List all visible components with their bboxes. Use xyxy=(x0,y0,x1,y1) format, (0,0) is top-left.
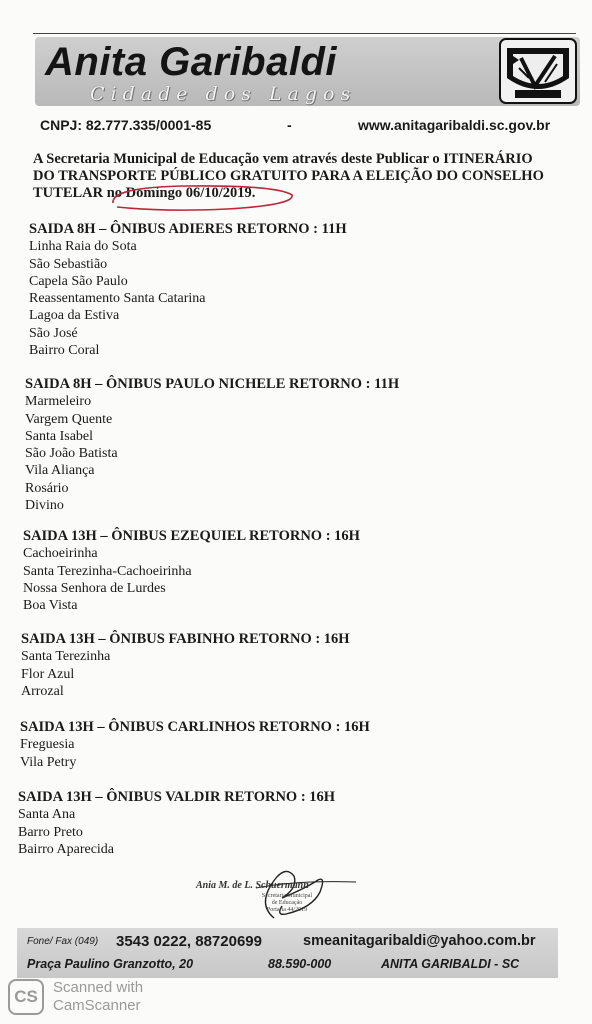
route-section-6 xyxy=(18,789,335,858)
stop-item: Capela São Paulo xyxy=(29,273,128,289)
stop-item: Vila Aliança xyxy=(25,463,95,479)
stop-item: Barro Preto xyxy=(18,824,83,840)
separator-dash: - xyxy=(287,117,292,133)
route-section-4 xyxy=(21,631,350,700)
camscanner-logo-icon: CS xyxy=(8,979,44,1015)
stop-item: Nossa Senhora de Lurdes xyxy=(23,580,166,596)
city-subtitle: Cidade dos Lagos xyxy=(90,83,357,105)
stop-item: Santa Ana xyxy=(18,807,76,823)
stop-item: Santa Terezinha xyxy=(21,649,111,665)
stop-item: Rosário xyxy=(25,480,69,496)
route-section-3 xyxy=(23,528,360,614)
signature-role: Secretaria Municipal de Educação Portaria 44/2019 xyxy=(261,893,313,913)
header-rule xyxy=(33,33,576,34)
stop-item: Flor Azul xyxy=(21,666,75,682)
route-section-2 xyxy=(25,376,399,514)
stop-item: Freguesia xyxy=(20,737,75,753)
route-heading: SAIDA 13H – ÔNIBUS EZEQUIEL RETORNO : 16H xyxy=(23,528,360,544)
intro-line-2: DO TRANSPORTE PÚBLICO GRATUITO PARA A ELEIÇÃO DO CONSELHO xyxy=(33,168,544,184)
stop-item: Lagoa da Estiva xyxy=(29,308,120,324)
stop-item: São José xyxy=(29,325,78,341)
stop-item: São Sebastião xyxy=(29,256,108,272)
cnpj-text: CNPJ: 82.777.335/0001-85 xyxy=(40,117,212,133)
stop-item: Linha Raia do Sota xyxy=(29,239,137,255)
stop-item: Santa Terezinha-Cachoeirinha xyxy=(23,563,192,579)
stop-item: Vargem Quente xyxy=(25,411,113,427)
footer-cep: 88.590-000 xyxy=(268,957,332,971)
phone-label: Fone/ Fax (049) xyxy=(27,936,99,947)
handwritten-circle-mark xyxy=(107,183,297,213)
stop-item: Vila Petry xyxy=(20,754,77,770)
stop-item: Bairro Aparecida xyxy=(18,841,115,857)
route-heading: SAIDA 8H – ÔNIBUS PAULO NICHELE RETORNO : 11H xyxy=(25,376,400,392)
route-heading: SAIDA 13H – ÔNIBUS CARLINHOS RETORNO : 16H xyxy=(20,719,370,735)
stop-item: Divino xyxy=(25,498,64,514)
intro-line-1: A Secretaria Municipal de Educação vem através deste Publicar o ITINERÁRIO xyxy=(33,151,533,167)
website-link[interactable]: www.anitagaribaldi.sc.gov.br xyxy=(358,117,551,133)
route-heading: SAIDA 13H – ÔNIBUS FABINHO RETORNO : 16H xyxy=(21,631,350,647)
stop-item: Boa Vista xyxy=(23,598,78,614)
route-heading: SAIDA 13H – ÔNIBUS VALDIR RETORNO : 16H xyxy=(18,789,336,805)
route-heading: SAIDA 8H – ÔNIBUS ADIERES RETORNO : 11H xyxy=(29,221,347,237)
election-date: no Domingo 06/10/2019. xyxy=(106,185,256,201)
signature-name: Ania M. de L. Schuermann xyxy=(196,880,309,891)
stop-item: Cachoeirinha xyxy=(23,546,98,562)
city-title: Anita Garibaldi xyxy=(45,40,337,84)
stop-item: Santa Isabel xyxy=(25,428,94,444)
stop-item: Arrozal xyxy=(21,683,64,699)
footer-city: ANITA GARIBALDI - SC xyxy=(381,957,520,971)
stop-item: Reassentamento Santa Catarina xyxy=(29,291,206,307)
footer-email[interactable]: smeanitagaribaldi@yahoo.com.br xyxy=(303,933,536,949)
stop-item: São João Batista xyxy=(25,446,118,462)
footer-address: Praça Paulino Granzotto, 20 xyxy=(27,957,194,971)
stop-item: Marmeleiro xyxy=(25,394,92,410)
route-section-5 xyxy=(20,719,370,771)
stop-item: Bairro Coral xyxy=(29,343,100,359)
route-section-1 xyxy=(29,221,347,359)
intro-line-3a: TUTELAR xyxy=(33,185,104,201)
camscanner-watermark: Scanned with CamScanner xyxy=(53,979,144,1014)
city-crest-icon xyxy=(499,38,577,104)
phone-numbers: 3543 0222, 88720699 xyxy=(116,933,262,950)
